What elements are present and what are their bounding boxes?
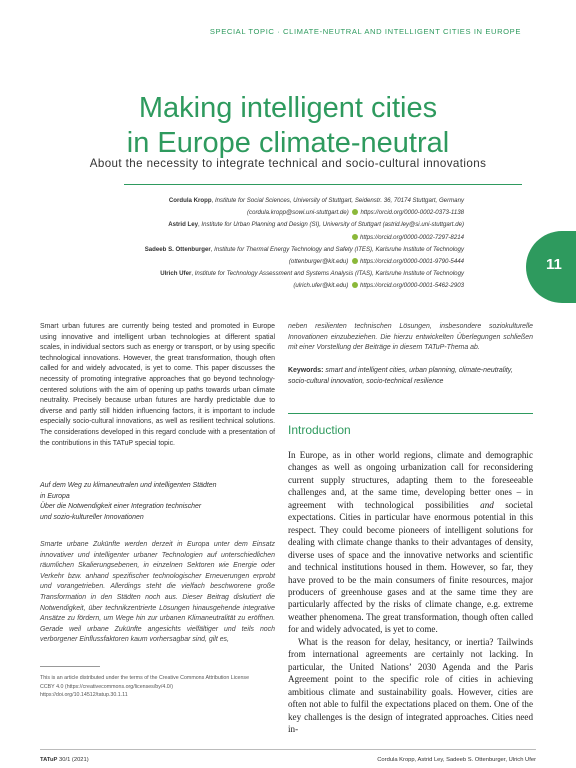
introduction-body bbox=[288, 449, 533, 735]
orcid-icon bbox=[352, 282, 358, 288]
keywords-text: smart and intelligent cities, urban planning, climate-neutrality, socio-cultural innovation, socio-technical resilience bbox=[288, 367, 513, 385]
abstract-german-continued: neben resilienten technischen Lösungen, insbesondere soziokulturelle Innovationen einzubeziehen. Die hierzu entwickelten Überlegungen schließen mit einer Vorstellung der Beiträge in diesem TATuP-Thema ab. bbox=[288, 323, 533, 352]
abstract-german: Smarte urbane Zukünfte werden derzeit in Europa unter dem Einsatz innovativer und intelligenter urbaner Technologien auf unterschiedlichen räumlichen Skalierungsebenen, in einzelnen Sektoren wie Energie oder Verkehr bzw. anhand spezifischer technologischer Erneuerungen erprobt und vorangetrieben. Allerdings steht die vielfach beschworene große Transformation in den Städten noch aus. Dieser Beitrag diskutiert die Notwendigkeit, über technikzentrierte Lösungen hinausgehende integrative Ansätze zu fördern, um Wege hin zur urbanen Klimaneutralität zu eröffnen. Gerade weil urbane Zukünfte angesichts vielfältiger und teils noch verborgener Einflussfaktoren kaum vorhersagbar sind, gilt es, bbox=[40, 541, 275, 644]
footer-journal bbox=[40, 757, 89, 763]
footnote-license-link[interactable]: CCBY 4.0 (https://creativecommons.org/licenses/by/4.0/) bbox=[40, 683, 173, 690]
orcid-icon bbox=[352, 234, 358, 240]
author-entry: Cordula Kropp, Institute for Social Sciences, University of Stuttgart, Seidenstr. 36, 70174 Stuttgart, Germany (cordula.kropp@sowi.uni-stuttgart.de) https://orcid.org/0000-0002-0373-1138 bbox=[168, 197, 464, 217]
author-email[interactable]: (cordula.kropp@sowi.uni-stuttgart.de) bbox=[247, 209, 349, 217]
intro-p1-emphasis: and bbox=[480, 499, 494, 510]
german-subtitle-line-2: und sozio-kultureller Innovationen bbox=[40, 513, 144, 521]
author-email[interactable]: (ottenburger@kit.edu) bbox=[288, 258, 349, 266]
footnote-divider bbox=[40, 666, 100, 667]
author-name: Astrid Ley bbox=[168, 221, 199, 229]
abstract-german-heading bbox=[40, 481, 275, 523]
keywords bbox=[288, 366, 533, 387]
german-subtitle-line-1: Über die Notwendigkeit einer Integration technischer bbox=[40, 503, 202, 511]
german-title-line-2: in Europa bbox=[40, 492, 70, 500]
journal-name: TATuP bbox=[40, 757, 58, 763]
author-orcid-link[interactable]: https://orcid.org/0000-0002-7297-8214 bbox=[359, 233, 464, 241]
author-affiliation: Institute for Urban Planning and Design (SI), University of Stuttgart (astrid.ley@si.uni-stuttgart.de) bbox=[201, 221, 464, 229]
article-title bbox=[40, 91, 536, 161]
article-subtitle: About the necessity to integrate technical and socio-cultural innovations bbox=[89, 157, 487, 170]
author-affiliation: Institute for Technology Assessment and Systems Analysis (ITAS), Karlsruhe Institute of Technology bbox=[194, 270, 464, 278]
title-line-1: Making intelligent cities bbox=[138, 92, 438, 125]
author-orcid-link[interactable]: https://orcid.org/0000-0001-9790-5444 bbox=[359, 258, 464, 266]
footnote-doi-link[interactable]: https://doi.org/10.14512/tatup.30.1.11 bbox=[40, 692, 128, 699]
footnote-line-1: This is an article distributed under the terms of the Creative Commons Attribution License bbox=[40, 675, 250, 681]
german-title-line-1: Auf dem Weg zu klimaneutralen und intelligenten Städten bbox=[40, 482, 217, 489]
author-name: Cordula Kropp bbox=[168, 197, 212, 204]
footer-divider bbox=[40, 749, 536, 750]
orcid-icon bbox=[352, 209, 358, 215]
keywords-label: Keywords: bbox=[288, 367, 324, 374]
author-divider bbox=[124, 184, 522, 185]
author-entry: Astrid Ley, Institute for Urban Planning and Design (SI), University of Stuttgart (astrid.ley@si.uni-stuttgart.de) https://orcid.org/0000-0002-7297-8214 bbox=[168, 221, 464, 241]
introduction-heading: Introduction bbox=[288, 423, 351, 437]
author-orcid-link[interactable]: https://orcid.org/0000-0002-0373-1138 bbox=[360, 209, 464, 217]
title-line-2: in Europe climate-neutral bbox=[126, 127, 450, 160]
page-number-tab bbox=[526, 231, 576, 303]
author-entry: Sadeeb S. Ottenburger, Institute for Thermal Energy Technology and Safety (ITES), Karlsruhe Institute of Technology (ottenburger@kit.edu) https://orcid.org/0000-0001-9790-5444 bbox=[144, 245, 464, 266]
author-affiliation: Institute for Social Sciences, University of Stuttgart, Seidenstr. 36, 70174 Stuttgart, Germany bbox=[214, 197, 464, 204]
author-orcid-link[interactable]: https://orcid.org/0000-0001-5462-2903 bbox=[359, 282, 464, 290]
orcid-icon bbox=[352, 258, 358, 264]
abstract-english: Smart urban futures are currently being tested and promoted in Europe using innovative and intelligent urban technologies at different spatial scales, in individual sectors such as energy or transport, or by using specific technological innovations. However, the great transformation, though often called for and widely advocated, is yet to come. This paper discusses the necessity of promoting integrative approaches that go beyond technology-centered solutions with the aim of opening up paths towards urban climate neutrality. Precisely because urban futures are hardly predictable due to diverse and partly still hidden influencing factors, it is important to include especially socio-cultural innovations, as well as resilient technical solutions. The considerations developed in this regard conclude with a presentation of the contributions in this TATuP special topic. bbox=[40, 323, 275, 447]
section-label: SPECIAL TOPIC · CLIMATE-NEUTRAL AND INTELLIGENT CITIES IN EUROPE bbox=[209, 27, 521, 36]
author-name: Sadeeb S. Ottenburger bbox=[144, 245, 211, 253]
intro-p1-start: In Europe, as in other world regions, climate and demographic changes as well as ongoing urbanization call for reconsidering current supply structures, adapting them to the foreseeable challenges and, at the same time, developing better ones – in agreement with technological possibilities bbox=[288, 450, 533, 510]
author-email[interactable]: (ulrich.ufer@kit.edu) bbox=[293, 282, 349, 290]
introduction-divider bbox=[288, 413, 533, 414]
license-footnote bbox=[40, 674, 280, 700]
author-entry: Ulrich Ufer, Institute for Technology Assessment and Systems Analysis (ITAS), Karlsruhe Institute of Technology (ulrich.ufer@kit.edu) https://orcid.org/0000-0001-5462-2903 bbox=[160, 270, 464, 290]
author-name: Ulrich Ufer bbox=[160, 270, 192, 278]
intro-p1-end: societal expectations. Cities in particular have enormous potential in this respect. They could become pioneers of intelligent solutions for dealing with climate change thanks to their advantages of density, diverse uses of space and the innovative networks and scientific and technical institutions housed in them. However, so far, they have proved to be the main consumers of finite resources, major producers of greenhouse gases and at the same time they are particularly affected by the risks of climate change, e.g. extreme weather phenomena. The great transformation, though often called for and widely advocated, is yet to come. bbox=[288, 499, 533, 635]
author-affiliation: Institute for Thermal Energy Technology and Safety (ITES), Karlsruhe Institute of Technology bbox=[214, 245, 464, 253]
journal-issue: 30/1 (2021) bbox=[59, 757, 89, 763]
intro-paragraph-2: What is the reason for delay, hesitancy, or inertia? Tailwinds from international agreements are certainly not lacking. In particular, the United Nations’ 2030 Agenda and the Paris Agreement point to the specific role of cities in achieving ambitious climate and sustainability goals. However, cities are often not able to fulfil the expectations placed on them. One of the key challenges is the design of integrated approaches. Cities need in- bbox=[288, 636, 533, 734]
intro-paragraph-1 bbox=[288, 449, 533, 636]
author-list bbox=[124, 195, 464, 293]
page-number: 11 bbox=[546, 256, 562, 273]
footer-authors: Cordula Kropp, Astrid Ley, Sadeeb S. Ottenburger, Ulrich Ufer bbox=[377, 757, 536, 763]
